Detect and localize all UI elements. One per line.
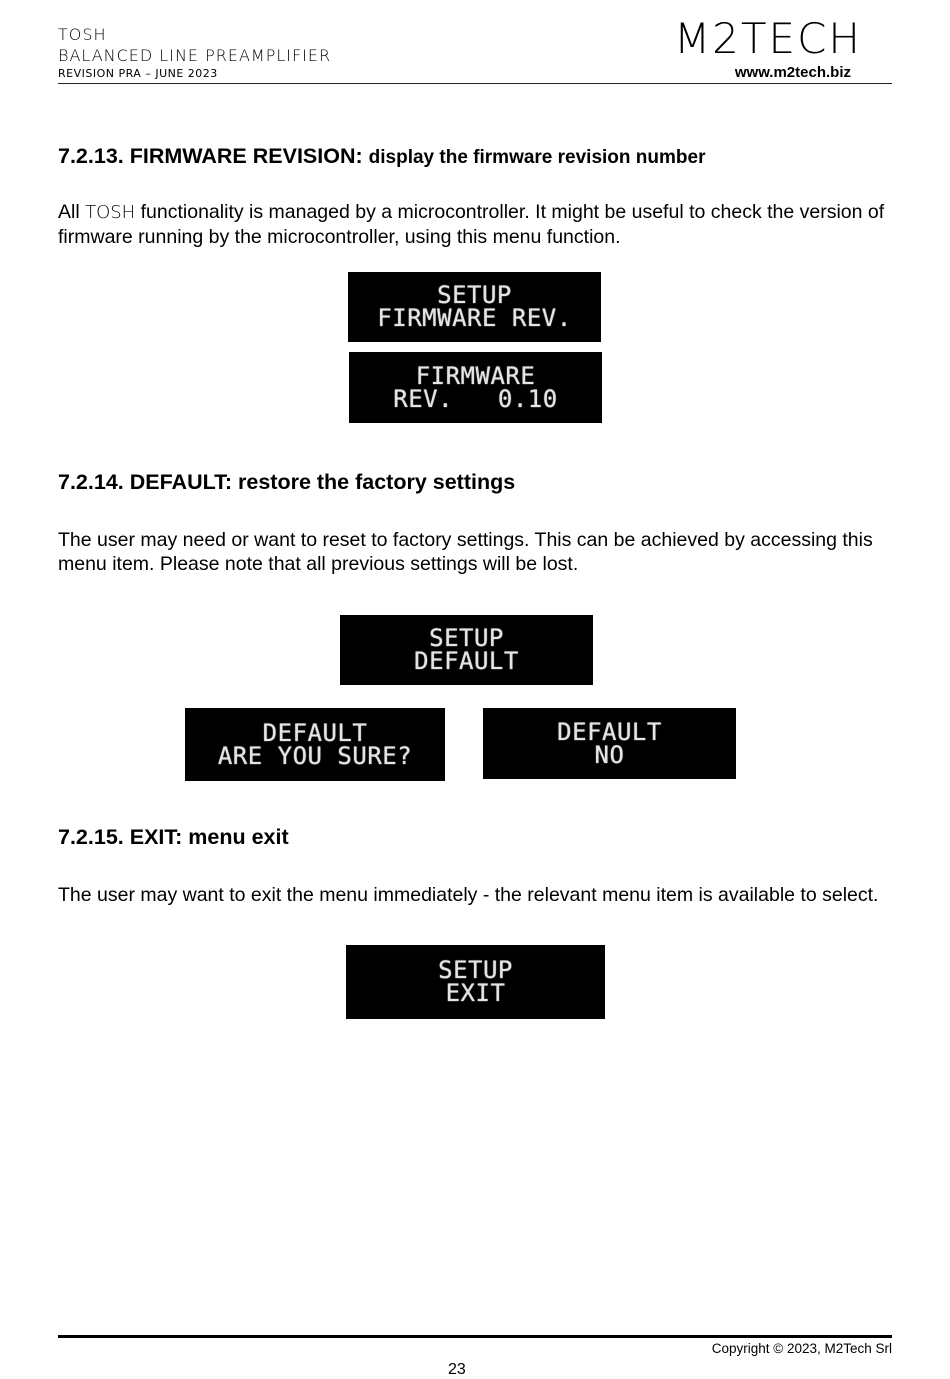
m2tech-logo: M2TECH xyxy=(673,14,862,63)
paragraph-firmware xyxy=(58,200,908,249)
paragraph-default: The user may need or want to reset to factory settings. This can be achieved by accessing this menu item. Please note that all previous settings will be lost. xyxy=(58,529,873,575)
section-heading-firmware xyxy=(58,144,705,169)
lcd-line-1: SETUP xyxy=(438,956,513,984)
lcd-line-1: DEFAULT xyxy=(557,717,662,746)
page-number: 23 xyxy=(448,1361,466,1378)
website-url: www.m2tech.biz xyxy=(734,64,851,81)
para-text: All xyxy=(58,201,86,223)
lcd-display-default-confirm xyxy=(185,708,445,781)
lcd-line-2: NO xyxy=(594,740,625,769)
lcd-line-2: EXIT xyxy=(445,979,506,1007)
lcd-line-1: SETUP xyxy=(429,624,504,652)
lcd-display-default-no xyxy=(483,708,736,779)
lcd-display-setup-default xyxy=(340,615,593,685)
lcd-display-setup-firmware xyxy=(348,272,601,342)
lcd-line-1: DEFAULT xyxy=(262,718,368,747)
document-header xyxy=(58,24,331,81)
paragraph-exit: The user may want to exit the menu immediately - the relevant menu item is available to select. xyxy=(58,884,879,906)
product-subtitle: BALANCED LINE PREAMPLIFIER xyxy=(58,46,332,65)
footer-rule xyxy=(58,1335,892,1338)
product-name: TOSH xyxy=(58,25,107,44)
lcd-line-2: ARE YOU SURE? xyxy=(217,741,413,770)
heading-main: 7.2.13. FIRMWARE REVISION: xyxy=(58,144,363,168)
para-text: functionality is managed by a microcontroller. It might be useful to check the version of firmware running by the microcontroller, using this menu function. xyxy=(58,201,885,248)
copyright-notice: Copyright © 2023, M2Tech Srl xyxy=(711,1341,892,1356)
section-heading-default: 7.2.14. DEFAULT: restore the factory settings xyxy=(58,470,516,494)
brand-name: TOSH xyxy=(85,202,136,223)
lcd-display-firmware-rev xyxy=(349,352,602,423)
section-heading-exit: 7.2.15. EXIT: menu exit xyxy=(58,825,289,849)
lcd-line-2: DEFAULT xyxy=(414,647,519,675)
revision-label: REVISION PRA – JUNE 2023 xyxy=(58,67,218,80)
header-rule xyxy=(58,83,892,84)
heading-sub: display the firmware revision number xyxy=(368,147,706,168)
lcd-line-2: FIRMWARE REV. xyxy=(377,304,572,332)
lcd-display-setup-exit xyxy=(346,945,605,1019)
lcd-line-1: SETUP xyxy=(437,281,512,309)
lcd-line-2: REV. 0.10 xyxy=(393,384,558,413)
lcd-line-1: FIRMWARE xyxy=(415,361,536,390)
